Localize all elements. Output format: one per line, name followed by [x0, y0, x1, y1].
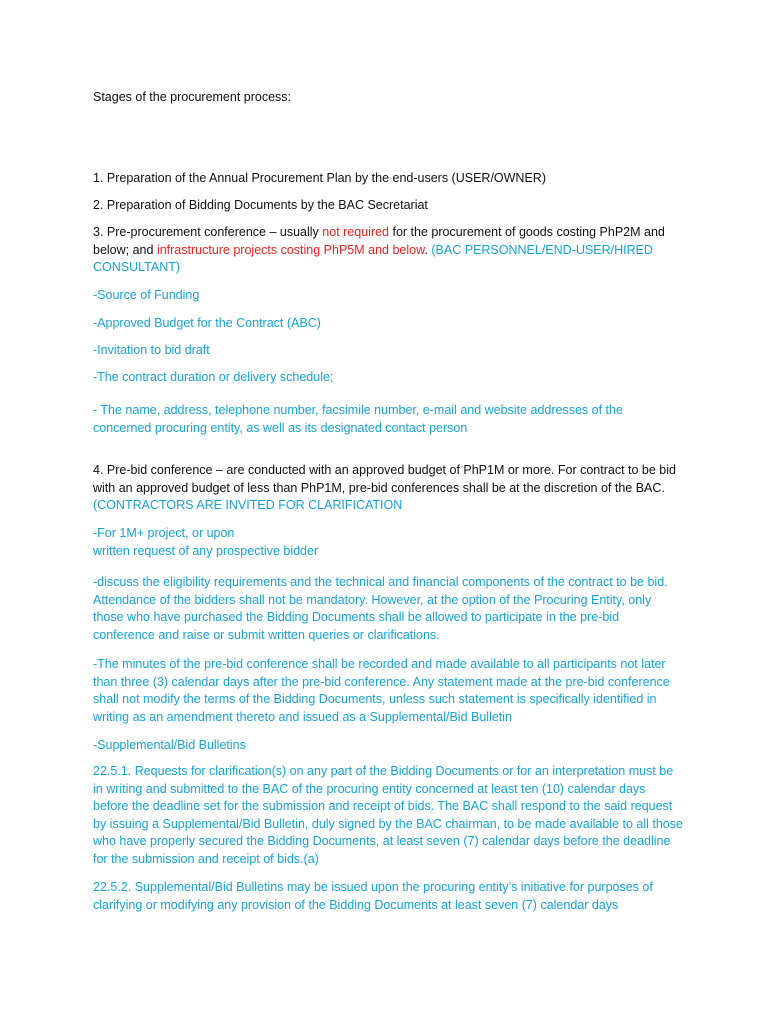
- item3-highlight-not-required: not required: [322, 225, 390, 239]
- item4-sub-discuss-eligibility: -discuss the eligibility requirements and the technical and financial components of the contract to be bid. Attendance of the bidders shall not be mandatory. However, at the option of the Procuring Entity, only those who have purchased the Bidding Documents shall be allowed to participate in the pre-bid conference and raise or submit written queries or clarifications.: [93, 575, 668, 642]
- item3-highlight-infrastructure: infrastructure projects costing PhP5M and below: [156, 242, 425, 257]
- item3-sub-invitation: -Invitation to bid draft: [93, 343, 210, 357]
- list-item-2: 2. Preparation of Bidding Documents by the BAC Secretariat: [93, 198, 428, 212]
- item3-responsible-party: (BAC PERSONNEL/END-USER/HIRED CONSULTANT): [93, 242, 653, 274]
- item3-sub-contact-details: - The name, address, telephone number, facsimile number, e-mail and website addresses of the concerned procuring entity, as well as its designated contact person: [93, 403, 623, 435]
- page-heading: Stages of the procurement process:: [93, 90, 292, 104]
- item4-sub-line-2: written request of any prospective bidder: [93, 543, 319, 558]
- item4-sub-1m-project: [93, 525, 683, 560]
- item4-sub-22-5-2: 22.5.2. Supplemental/Bid Bulletins may be issued upon the procuring entity’s initiative for purposes of clarifying or modifying any provision of the Bidding Documents at least seven (7) calendar days: [93, 880, 653, 912]
- item4-sub-22-5-1: 22.5.1. Requests for clarification(s) on any part of the Bidding Documents or for an interpretation must be in writing and submitted to the BAC of the procuring entity concerned at least ten (10) calendar days before the deadline set for the submission and receipt of bids. The BAC shall respond to the said request by issuing a Supplemental/Bid Bulletin, duly signed by the BAC chairman, to be made available to all those who have properly secured the Bidding Documents, at least seven (7) calendar days before the deadline for the submission and receipt of bids.(a): [93, 764, 683, 866]
- item3-sub-source-of-funding: -Source of Funding: [93, 288, 200, 302]
- item4-contractors-note: (CONTRACTORS ARE INVITED FOR CLARIFICATION: [93, 498, 403, 512]
- item4-text: 4. Pre-bid conference – are conducted with an approved budget of PhP1M or more. For contract to be bid with an approved budget of less than PhP1M, pre-bid conferences shall be at the discretion of the BAC.: [93, 463, 676, 495]
- list-item-1: 1. Preparation of the Annual Procurement Plan by the end-users (USER/OWNER): [93, 171, 546, 185]
- list-item-4: [93, 462, 683, 515]
- item4-sub-line-1: -For 1M+ project, or upon: [93, 526, 235, 540]
- item3-text: 3. Pre-procurement conference – usually: [93, 225, 323, 239]
- list-item-3: [93, 224, 683, 277]
- item4-sub-bulletins: -Supplemental/Bid Bulletins: [93, 738, 246, 752]
- item3-text-3: .: [424, 242, 432, 257]
- item4-sub-minutes: -The minutes of the pre-bid conference shall be recorded and made available to all participants not later than three (3) calendar days after the pre-bid conference. Any statement made at the pre-bid conference shall not modify the terms of the Bidding Documents, unless such statement is specifically identified in writing as an amendment thereto and issued as a Supplemental/Bid Bulletin: [93, 657, 670, 724]
- item3-sub-abc: -Approved Budget for the Contract (ABC): [93, 316, 321, 330]
- item3-text-2: for the procurement of goods costing PhP2M and below; and: [93, 225, 665, 257]
- item3-sub-contract-duration: -The contract duration or delivery schedule;: [93, 370, 334, 384]
